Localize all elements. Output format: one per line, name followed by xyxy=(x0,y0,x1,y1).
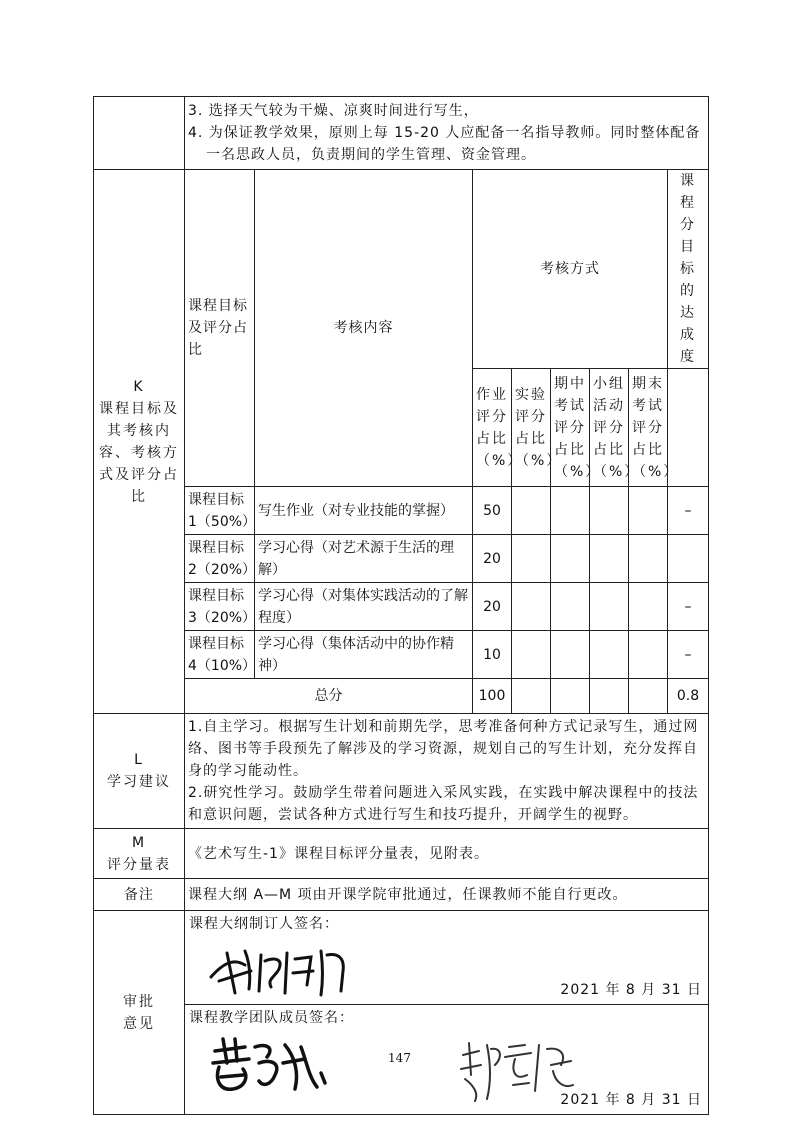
section-m-title: 评分量表 xyxy=(107,856,171,873)
homework-cell: 10 xyxy=(473,631,512,679)
approval-label-1: 审批 xyxy=(123,993,155,1010)
content-cell: 学习心得（对集体实践活动的了解程度） xyxy=(255,583,473,631)
content-cell: 写生作业（对专业技能的掌握） xyxy=(255,487,473,535)
suggestion-2: 2.研究性学习。鼓励学生带着问题进入采风实践，在实践中解决课程中的技法和意识问题，尝试各种方式进行写生和技巧提升，开阔学生的视野。 xyxy=(188,785,699,823)
goal-cell: 课程目标2（20%） xyxy=(185,535,255,583)
note-3: 3. 选择天气较为干燥、凉爽时间进行写生， xyxy=(188,103,479,119)
sub-group: 小组活动评分占比（%） xyxy=(590,369,629,487)
section-l-label xyxy=(94,714,185,829)
goal-cell: 课程目标1（50%） xyxy=(185,487,255,535)
remarks-row xyxy=(94,879,709,911)
attain-cell: – xyxy=(668,583,709,631)
team-signature-1 xyxy=(205,1033,335,1097)
goal-cell: 课程目标3（20%） xyxy=(185,583,255,631)
k-header-row xyxy=(94,170,709,369)
homework-cell: 20 xyxy=(473,535,512,583)
table-row xyxy=(94,583,709,631)
note-4: 4. 为保证教学效果，原则上每 15-20 人应配备一名指导教师。同时整体配备一名思政人员，负责期间的学生管理、资金管理。 xyxy=(188,125,701,163)
header-attainment: 课程分目标的达成度 xyxy=(668,170,709,369)
section-m-letter: M xyxy=(131,834,147,851)
section-m-label xyxy=(94,829,185,879)
approval-label-2: 意见 xyxy=(123,1015,155,1032)
attain-cell: – xyxy=(668,631,709,679)
suggestion-1: 1.自主学习。根据写生计划和前期先学，思考准备何种方式记录写生，通过网络、图书等手段预先了解涉及的学习资源，规划自己的写生计划，充分发挥自身的学习能动性。 xyxy=(188,719,699,779)
section-k-title: 课程目标及其考核内容、考核方式及评分占比 xyxy=(99,400,179,505)
section-k-label xyxy=(94,170,185,714)
header-method: 考核方式 xyxy=(473,170,668,369)
section-l-row xyxy=(94,714,709,829)
maker-label: 课程大纲制订人签名： xyxy=(189,916,339,932)
sub-homework: 作业评分占比（%） xyxy=(473,369,512,487)
total-attain: 0.8 xyxy=(668,679,709,714)
remarks-content: 课程大纲 A—M 项由开课学院审批通过，任课教师不能自行更改。 xyxy=(185,879,709,911)
remarks-label: 备注 xyxy=(94,879,185,911)
maker-signature-cell xyxy=(185,911,709,1005)
homework-cell: 50 xyxy=(473,487,512,535)
maker-date: 2021 年 8 月 31 日 xyxy=(560,982,703,998)
approval-row-1 xyxy=(94,911,709,1005)
team-date: 2021 年 8 月 31 日 xyxy=(560,1092,703,1108)
header-content: 考核内容 xyxy=(255,170,473,487)
total-label: 总分 xyxy=(185,679,473,714)
sub-experiment: 实验评分占比（%） xyxy=(512,369,551,487)
notes-row xyxy=(94,97,709,170)
content-cell: 学习心得（集体活动中的协作精神） xyxy=(255,631,473,679)
table-row xyxy=(94,535,709,583)
syllabus-table xyxy=(93,96,709,1115)
total-row xyxy=(94,679,709,714)
attain-cell xyxy=(668,535,709,583)
homework-cell: 20 xyxy=(473,583,512,631)
sub-midterm: 期中考试评分占比（%） xyxy=(551,369,590,487)
sub-final: 期末考试评分占比（%） xyxy=(629,369,668,487)
content-cell: 学习心得（对艺术源于生活的理解） xyxy=(255,535,473,583)
section-l-content xyxy=(185,714,709,829)
section-l-letter: L xyxy=(134,752,144,768)
section-l-title: 学习建议 xyxy=(107,774,171,790)
table-row xyxy=(94,487,709,535)
maker-signature xyxy=(205,941,365,1001)
total-homework: 100 xyxy=(473,679,512,714)
header-goal: 课程目标及评分占比 xyxy=(185,170,255,487)
section-k-letter: K xyxy=(133,378,145,395)
notes-label-cell xyxy=(94,97,185,170)
section-m-row xyxy=(94,829,709,879)
team-label: 课程教学团队成员签名： xyxy=(189,1010,354,1026)
approval-label xyxy=(94,911,185,1115)
notes-cell xyxy=(185,97,709,170)
table-row xyxy=(94,631,709,679)
goal-cell: 课程目标4（10%） xyxy=(185,631,255,679)
attain-cell: – xyxy=(668,487,709,535)
page-number: 147 xyxy=(388,1051,411,1065)
section-m-content: 《艺术写生-1》课程目标评分量表，见附表。 xyxy=(185,829,709,879)
